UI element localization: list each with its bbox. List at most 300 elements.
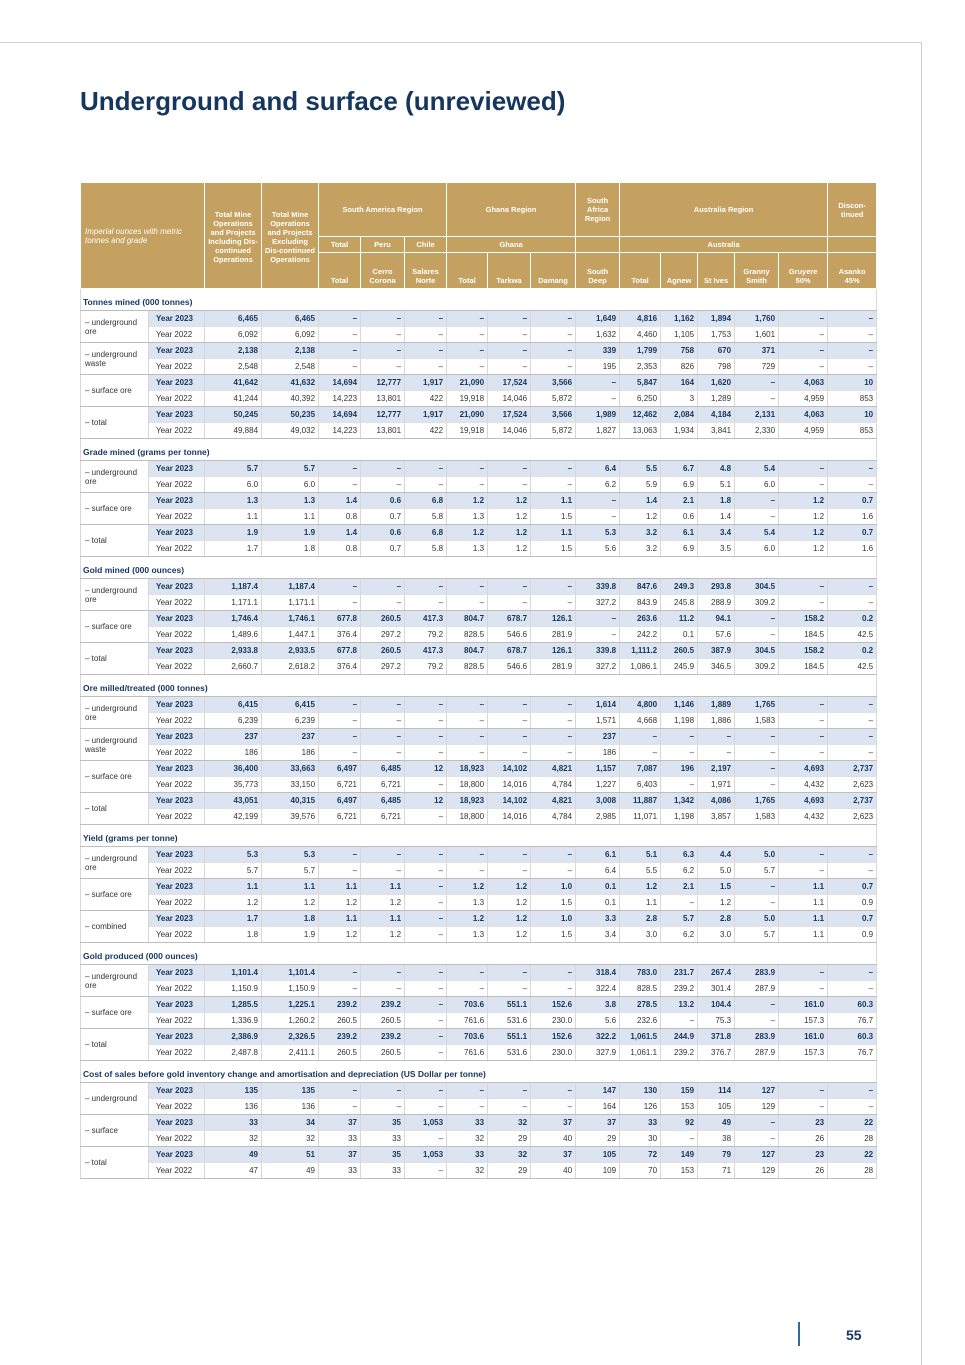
value-cell: 135 <box>205 1083 262 1099</box>
value-cell: 5.1 <box>698 477 735 493</box>
value-cell: – <box>319 729 361 745</box>
section-title: Cost of sales before gold inventory change and amortisation and depreciation (US Dollar per tonne) <box>81 1061 877 1083</box>
value-cell: 1,061.5 <box>620 1029 661 1045</box>
value-cell: 37 <box>531 1147 576 1163</box>
value-cell: 1.4 <box>319 493 361 509</box>
value-cell: 1.1 <box>531 493 576 509</box>
value-cell: 1.2 <box>620 509 661 525</box>
table-row <box>81 997 877 1013</box>
value-cell: – <box>779 359 828 375</box>
table-row <box>81 477 877 493</box>
value-cell: 6.0 <box>735 477 779 493</box>
table-row <box>81 1013 877 1029</box>
section-title: Yield (grams per tonne) <box>81 825 877 847</box>
year-label: Year 2022 <box>149 477 205 493</box>
value-cell: 1,187.4 <box>262 579 319 595</box>
value-cell: 2,623 <box>828 809 877 825</box>
value-cell: 2,386.9 <box>205 1029 262 1045</box>
value-cell: 18,923 <box>447 793 488 809</box>
value-cell: – <box>447 595 488 611</box>
value-cell: – <box>361 713 405 729</box>
table-row <box>81 713 877 729</box>
value-cell: 309.2 <box>735 659 779 675</box>
value-cell: 1,105 <box>661 327 698 343</box>
year-label: Year 2023 <box>149 579 205 595</box>
region-header-ghana: Ghana Region <box>447 183 576 237</box>
row-label: – combined <box>81 911 149 943</box>
value-cell: 42,199 <box>205 809 262 825</box>
year-label: Year 2023 <box>149 697 205 713</box>
value-cell: 3.4 <box>576 927 620 943</box>
value-cell: 1.1 <box>262 879 319 895</box>
value-cell: 5.8 <box>405 541 447 557</box>
value-cell: 71 <box>698 1163 735 1179</box>
value-cell: 318.4 <box>576 965 620 981</box>
value-cell: 2.8 <box>698 911 735 927</box>
value-cell: 6.0 <box>205 477 262 493</box>
value-cell: 1.2 <box>488 911 531 927</box>
value-cell: – <box>779 729 828 745</box>
value-cell: 0.9 <box>828 927 877 943</box>
value-cell: 2,548 <box>205 359 262 375</box>
value-cell: 6.0 <box>735 541 779 557</box>
value-cell: – <box>405 809 447 825</box>
value-cell: – <box>405 997 447 1013</box>
value-cell: 678.7 <box>488 611 531 627</box>
year-label: Year 2023 <box>149 911 205 927</box>
value-cell: 1,225.1 <box>262 997 319 1013</box>
value-cell: 1.5 <box>531 927 576 943</box>
value-cell: 1.2 <box>779 541 828 557</box>
value-cell: 1.5 <box>531 895 576 911</box>
value-cell: 546.6 <box>488 659 531 675</box>
value-cell: 4,668 <box>620 713 661 729</box>
value-cell: – <box>405 1099 447 1115</box>
value-cell: – <box>576 627 620 643</box>
value-cell: 22 <box>828 1115 877 1131</box>
value-cell: – <box>447 327 488 343</box>
section-header-row <box>81 675 877 697</box>
row-label: – underground waste <box>81 343 149 375</box>
value-cell: 35 <box>361 1147 405 1163</box>
value-cell: – <box>735 895 779 911</box>
value-cell: 2.1 <box>661 879 698 895</box>
year-label: Year 2023 <box>149 493 205 509</box>
value-cell: 1,632 <box>576 327 620 343</box>
value-cell: 157.3 <box>779 1013 828 1029</box>
value-cell: 33 <box>620 1115 661 1131</box>
value-cell: – <box>531 1099 576 1115</box>
value-cell: 51 <box>262 1147 319 1163</box>
section-header-row <box>81 557 877 579</box>
value-cell: 5.3 <box>205 847 262 863</box>
value-cell: 339 <box>576 343 620 359</box>
value-cell: 79 <box>698 1147 735 1163</box>
year-label: Year 2023 <box>149 997 205 1013</box>
value-cell: – <box>531 327 576 343</box>
value-cell: 5.7 <box>735 863 779 879</box>
value-cell: 0.7 <box>828 879 877 895</box>
value-cell: 0.7 <box>828 525 877 541</box>
value-cell: 105 <box>576 1147 620 1163</box>
value-cell: 6.9 <box>661 477 698 493</box>
value-cell: – <box>735 493 779 509</box>
value-cell: – <box>828 595 877 611</box>
value-cell: 130 <box>620 1083 661 1099</box>
value-cell: 339.8 <box>576 643 620 659</box>
value-cell: – <box>319 461 361 477</box>
value-cell: 149 <box>661 1147 698 1163</box>
value-cell: – <box>828 965 877 981</box>
value-cell: 1.6 <box>828 509 877 525</box>
value-cell: – <box>779 697 828 713</box>
value-cell: 14,223 <box>319 391 361 407</box>
value-cell: 417.3 <box>405 643 447 659</box>
value-cell: – <box>405 713 447 729</box>
value-cell: 1,336.9 <box>205 1013 262 1029</box>
row-label: – surface ore <box>81 997 149 1029</box>
value-cell: 239.2 <box>661 1045 698 1061</box>
value-cell: 40,392 <box>262 391 319 407</box>
value-cell: – <box>488 461 531 477</box>
value-cell: 1.2 <box>488 493 531 509</box>
value-cell: – <box>828 697 877 713</box>
value-cell: – <box>405 461 447 477</box>
value-cell: – <box>779 595 828 611</box>
value-cell: 6,721 <box>361 809 405 825</box>
value-cell: – <box>661 895 698 911</box>
year-label: Year 2022 <box>149 1045 205 1061</box>
value-cell: – <box>319 579 361 595</box>
value-cell: 239.2 <box>319 1029 361 1045</box>
value-cell: 29 <box>488 1163 531 1179</box>
value-cell: – <box>405 927 447 943</box>
region-header-south-america: South America Region <box>319 183 447 237</box>
row-label: – total <box>81 1147 149 1179</box>
value-cell: 4,063 <box>779 407 828 423</box>
table-row <box>81 965 877 981</box>
value-cell: – <box>405 1045 447 1061</box>
value-cell: 5.9 <box>620 477 661 493</box>
value-cell: 6.2 <box>661 927 698 943</box>
value-cell: – <box>361 579 405 595</box>
value-cell: 49 <box>262 1163 319 1179</box>
value-cell: 2,131 <box>735 407 779 423</box>
value-cell: 1.2 <box>488 541 531 557</box>
value-cell: 152.6 <box>531 1029 576 1045</box>
table-row <box>81 659 877 675</box>
value-cell: 158.2 <box>779 611 828 627</box>
row-label: – total <box>81 1029 149 1061</box>
value-cell: 0.1 <box>576 879 620 895</box>
value-cell: 1,111.2 <box>620 643 661 659</box>
value-cell: 12,462 <box>620 407 661 423</box>
value-cell: 245.8 <box>661 595 698 611</box>
value-cell: 828.5 <box>620 981 661 997</box>
table-row <box>81 627 877 643</box>
value-cell: – <box>531 713 576 729</box>
value-cell: 1,150.9 <box>262 981 319 997</box>
value-cell: 14,223 <box>319 423 361 439</box>
value-cell: 5.3 <box>262 847 319 863</box>
value-cell: 35,773 <box>205 777 262 793</box>
value-cell: – <box>828 579 877 595</box>
col-header-sa-total: Total <box>319 253 361 289</box>
value-cell: 1.7 <box>205 911 262 927</box>
value-cell: – <box>447 965 488 981</box>
table-row <box>81 777 877 793</box>
year-label: Year 2023 <box>149 965 205 981</box>
value-cell: – <box>488 477 531 493</box>
value-cell: 2,933.5 <box>262 643 319 659</box>
value-cell: 0.9 <box>828 895 877 911</box>
value-cell: 6.2 <box>576 477 620 493</box>
value-cell: 37 <box>319 1115 361 1131</box>
row-label: – underground ore <box>81 697 149 729</box>
value-cell: 159 <box>661 1083 698 1099</box>
value-cell: 186 <box>576 745 620 761</box>
value-cell: – <box>779 965 828 981</box>
value-cell: 186 <box>262 745 319 761</box>
row-label: – total <box>81 407 149 439</box>
subheader-discontinued-spacer <box>828 237 877 253</box>
value-cell: 3.5 <box>698 541 735 557</box>
value-cell: 828.5 <box>447 627 488 643</box>
value-cell: – <box>576 611 620 627</box>
year-label: Year 2022 <box>149 745 205 761</box>
value-cell: – <box>779 745 828 761</box>
year-label: Year 2023 <box>149 525 205 541</box>
value-cell: 7,087 <box>620 761 661 777</box>
table-row <box>81 423 877 439</box>
value-cell: – <box>405 895 447 911</box>
value-cell: 2,326.5 <box>262 1029 319 1045</box>
value-cell: 5.7 <box>262 863 319 879</box>
value-cell: – <box>828 745 877 761</box>
value-cell: 39,576 <box>262 809 319 825</box>
value-cell: 1,086.1 <box>620 659 661 675</box>
table-row <box>81 863 877 879</box>
value-cell: – <box>661 777 698 793</box>
value-cell: – <box>405 697 447 713</box>
value-cell: – <box>488 595 531 611</box>
value-cell: 129 <box>735 1099 779 1115</box>
value-cell: 32 <box>447 1163 488 1179</box>
year-label: Year 2022 <box>149 391 205 407</box>
value-cell: 6.3 <box>661 847 698 863</box>
col-header-including-discontinued: Total Mine Operations and Projects Including Dis-continued Operations <box>205 183 262 289</box>
value-cell: 2,411.1 <box>262 1045 319 1061</box>
value-cell: 1.4 <box>319 525 361 541</box>
col-header-excluding-discontinued: Total Mine Operations and Projects Excluding Dis-continued Operations <box>262 183 319 289</box>
value-cell: – <box>531 343 576 359</box>
value-cell: – <box>779 1099 828 1115</box>
value-cell: 5,847 <box>620 375 661 391</box>
value-cell: – <box>828 713 877 729</box>
table-row <box>81 1115 877 1131</box>
subheader-chile: Chile <box>405 237 447 253</box>
value-cell: – <box>319 1083 361 1099</box>
value-cell: 3.2 <box>620 525 661 541</box>
value-cell: 164 <box>576 1099 620 1115</box>
value-cell: 126 <box>620 1099 661 1115</box>
value-cell: 49 <box>698 1115 735 1131</box>
value-cell: 531.6 <box>488 1013 531 1029</box>
value-cell: 6,497 <box>319 761 361 777</box>
page-top-rule <box>0 42 921 43</box>
value-cell: – <box>735 997 779 1013</box>
table-row <box>81 895 877 911</box>
value-cell: 11.2 <box>661 611 698 627</box>
col-header-tarkwa: Tarkwa <box>488 253 531 289</box>
value-cell: 5.7 <box>205 461 262 477</box>
value-cell: – <box>361 745 405 761</box>
value-cell: 551.1 <box>488 1029 531 1045</box>
row-label: – underground ore <box>81 461 149 493</box>
value-cell: – <box>361 327 405 343</box>
value-cell: 1,827 <box>576 423 620 439</box>
value-cell: 0.7 <box>828 493 877 509</box>
value-cell: 4,821 <box>531 793 576 809</box>
value-cell: 1.4 <box>698 509 735 525</box>
section-title: Gold mined (000 ounces) <box>81 557 877 579</box>
value-cell: 297.2 <box>361 659 405 675</box>
value-cell: 5.1 <box>620 847 661 863</box>
value-cell: – <box>319 847 361 863</box>
table-row <box>81 407 877 423</box>
row-label: – surface ore <box>81 611 149 643</box>
value-cell: – <box>405 729 447 745</box>
value-cell: 49,032 <box>262 423 319 439</box>
value-cell: – <box>447 713 488 729</box>
subheader-sa-total: Total <box>319 237 361 253</box>
value-cell: – <box>779 327 828 343</box>
year-label: Year 2022 <box>149 1099 205 1115</box>
value-cell: 1,614 <box>576 697 620 713</box>
value-cell: – <box>698 745 735 761</box>
value-cell: 14,694 <box>319 407 361 423</box>
value-cell: – <box>531 863 576 879</box>
value-cell: 2,933.8 <box>205 643 262 659</box>
year-label: Year 2022 <box>149 1013 205 1029</box>
value-cell: 304.5 <box>735 643 779 659</box>
value-cell: 2,623 <box>828 777 877 793</box>
value-cell: 13,063 <box>620 423 661 439</box>
value-cell: – <box>779 713 828 729</box>
value-cell: 70 <box>620 1163 661 1179</box>
value-cell: 157.3 <box>779 1045 828 1061</box>
value-cell: – <box>319 595 361 611</box>
value-cell: 153 <box>661 1099 698 1115</box>
value-cell: – <box>531 595 576 611</box>
value-cell: 1.0 <box>531 911 576 927</box>
value-cell: – <box>531 697 576 713</box>
year-label: Year 2022 <box>149 595 205 611</box>
value-cell: – <box>488 579 531 595</box>
value-cell: – <box>447 461 488 477</box>
value-cell: 287.9 <box>735 981 779 997</box>
table-row <box>81 809 877 825</box>
value-cell: 1,187.4 <box>205 579 262 595</box>
row-label: – underground ore <box>81 847 149 879</box>
value-cell: 1.8 <box>262 911 319 927</box>
value-cell: 249.3 <box>661 579 698 595</box>
year-label: Year 2022 <box>149 713 205 729</box>
value-cell: 76.7 <box>828 1045 877 1061</box>
value-cell: 33 <box>319 1131 361 1147</box>
value-cell: – <box>531 311 576 327</box>
value-cell: – <box>361 343 405 359</box>
value-cell: 29 <box>576 1131 620 1147</box>
value-cell: 0.6 <box>661 509 698 525</box>
value-cell: 1.2 <box>205 895 262 911</box>
value-cell: 1,765 <box>735 793 779 809</box>
value-cell: – <box>488 745 531 761</box>
value-cell: 32 <box>488 1147 531 1163</box>
value-cell: 1,289 <box>698 391 735 407</box>
year-label: Year 2022 <box>149 423 205 439</box>
value-cell: 152.6 <box>531 997 576 1013</box>
year-label: Year 2023 <box>149 879 205 895</box>
value-cell: 22 <box>828 1147 877 1163</box>
value-cell: 4,432 <box>779 809 828 825</box>
value-cell: – <box>735 1013 779 1029</box>
value-cell: 0.1 <box>661 627 698 643</box>
value-cell: 1.1 <box>779 895 828 911</box>
value-cell: – <box>779 311 828 327</box>
value-cell: 1,583 <box>735 713 779 729</box>
value-cell: – <box>447 359 488 375</box>
value-cell: 1,583 <box>735 809 779 825</box>
value-cell: 327.2 <box>576 595 620 611</box>
value-cell: – <box>319 697 361 713</box>
value-cell: 283.9 <box>735 1029 779 1045</box>
value-cell: 2,660.7 <box>205 659 262 675</box>
value-cell: 1,571 <box>576 713 620 729</box>
value-cell: 21,090 <box>447 407 488 423</box>
row-label: – total <box>81 643 149 675</box>
value-cell: 6,721 <box>319 777 361 793</box>
value-cell: 1,260.2 <box>262 1013 319 1029</box>
value-cell: – <box>447 579 488 595</box>
value-cell: 551.1 <box>488 997 531 1013</box>
year-label: Year 2022 <box>149 1163 205 1179</box>
value-cell: 339.8 <box>576 579 620 595</box>
year-label: Year 2022 <box>149 327 205 343</box>
value-cell: 4,460 <box>620 327 661 343</box>
value-cell: 237 <box>576 729 620 745</box>
table-row <box>81 1147 877 1163</box>
value-cell: – <box>661 1131 698 1147</box>
value-cell: 1.1 <box>779 879 828 895</box>
year-label: Year 2023 <box>149 1115 205 1131</box>
col-header-granny-smith: Granny Smith <box>735 253 779 289</box>
value-cell: 2.1 <box>661 493 698 509</box>
value-cell: 14,102 <box>488 761 531 777</box>
value-cell: 1.9 <box>262 525 319 541</box>
value-cell: – <box>405 1163 447 1179</box>
value-cell: 41,642 <box>205 375 262 391</box>
value-cell: – <box>828 863 877 879</box>
value-cell: – <box>488 697 531 713</box>
table-row <box>81 1045 877 1061</box>
value-cell: 5.3 <box>576 525 620 541</box>
section-header-row <box>81 439 877 461</box>
value-cell: – <box>620 745 661 761</box>
value-cell: – <box>531 847 576 863</box>
table-row <box>81 461 877 477</box>
value-cell: 1,989 <box>576 407 620 423</box>
